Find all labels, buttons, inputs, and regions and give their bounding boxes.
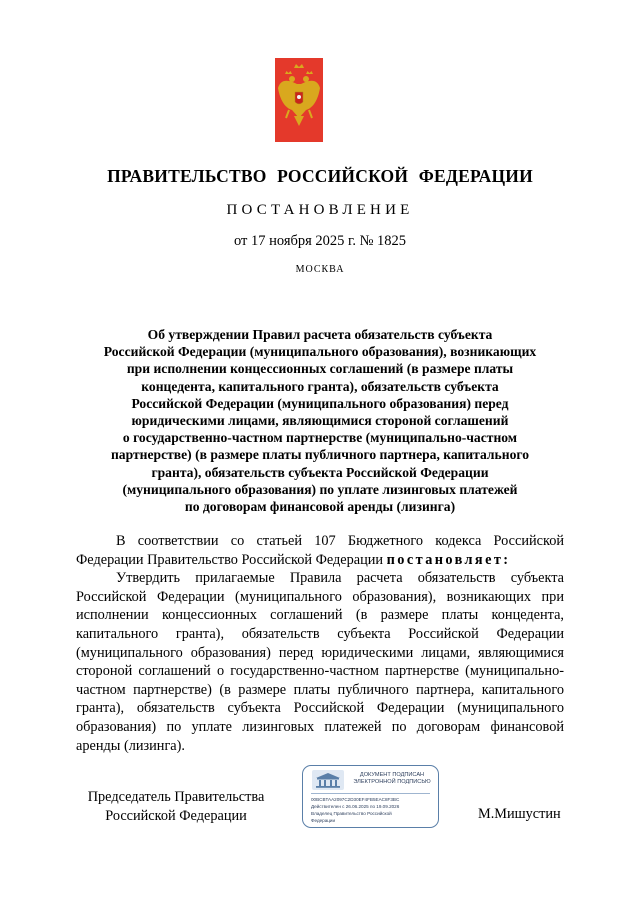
preamble-paragraph (76, 532, 564, 569)
heading-line: гранта), обязательств субъекта Российской Федерации (151, 464, 489, 480)
government-building-icon (312, 770, 344, 790)
resolves-word: постановляет: (386, 551, 511, 568)
stamp-divider (311, 793, 430, 794)
heading-line: юридическими лицами, являющимися стороной соглашений (131, 413, 509, 429)
government-title: ПРАВИТЕЛЬСТВО РОССИЙСКОЙ ФЕДЕРАЦИИ (107, 166, 533, 186)
electronic-signature-stamp (302, 765, 439, 828)
heading-line: Российской Федерации (муниципального образования), возникающих (103, 344, 537, 360)
stamp-validity: Действителен с 26.06.2025 по 19.09.2026 (311, 804, 400, 809)
signer-position-line: Российской Федерации (105, 807, 247, 824)
stamp-title (347, 772, 437, 786)
preamble-text: В соответствии со статьей 107 Бюджетного кодекса Российской Федерации Правительство Российской Федерации (76, 533, 564, 568)
heading-line: (муниципального образования) по уплате лизинговых платежей (122, 481, 518, 497)
heading-line: при исполнении концессионных соглашений (в размере платы (126, 361, 514, 377)
resolution-paragraph: Утвердить прилагаемые Правила расчета обязательств субъекта Российской Федерации (муниципального образования), возникающих при исполнении концессионных соглашений (в размере платы концедента, капитального гранта), обязательств субъекта Российской Федерации (муниципального образования) перед юридическими лицами, являющимися стороной соглашений о государственно-частном партнерстве (муниципально-частном партнерстве) (в размере платы публичного партнера, капитального гранта), обязательств субъекта Российской Федерации (муниципального образования) по уплате лизинговых платежей по договорам финансовой аренды (лизинга). (76, 570, 564, 754)
signer-position (76, 788, 276, 825)
signer-position-line: Председатель Правительства (87, 789, 265, 805)
stamp-title-line: ДОКУМЕНТ ПОДПИСАН (359, 772, 425, 778)
stamp-owner: Владелец Правительство Российской (311, 811, 392, 816)
stamp-certificate: 00BCBTAA2097C2D30EF4FB5EAC8F3BC (311, 797, 400, 802)
heading-line: Российской Федерации (муниципального образования) перед (131, 395, 509, 411)
heading-line: Об утверждении Правил расчета обязательств субъекта (147, 327, 493, 342)
stamp-owner: Федерации (311, 818, 336, 823)
document-type: ПОСТАНОВЛЕНИЕ (226, 202, 414, 218)
heading-line: по договорам финансовой аренды (лизинга) (184, 499, 456, 515)
document-heading (70, 326, 570, 515)
heading-line: партнерстве) (в размере платы публичного партнера, капитального (110, 447, 530, 463)
heading-line: о государственно-частном партнерстве (муниципально-частном (122, 430, 518, 446)
stamp-details (311, 796, 435, 824)
document-city: МОСКВА (295, 264, 345, 275)
document-date-number: от 17 ноября 2025 г. № 1825 (233, 233, 407, 249)
coat-of-arms-icon (275, 58, 323, 142)
document-body (76, 532, 564, 755)
signer-name: М.Мишустин (478, 806, 561, 822)
heading-line: концедента, капитального гранта), обязательств субъекта (141, 378, 499, 394)
stamp-title-line: ЭЛЕКТРОННОЙ ПОДПИСЬЮ (353, 779, 431, 785)
